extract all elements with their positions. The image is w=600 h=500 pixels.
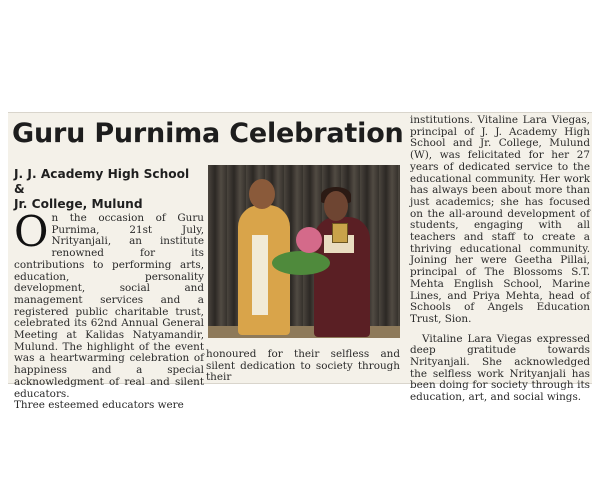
intro-text: n the occasion of Guru Purnima, 21st July, Nrityanjali, an institute renowned for its contributions to performing arts, education, personality development, social and management services and a registered public charitable trust, celebrated its 62nd Annual General Meeting at Kalidas Natyamandir, Mulund. The highlight of the event was a heartwarming celebration of happiness and a special acknowledgment of real and silent educators. <box>14 212 204 400</box>
man-stole <box>252 235 268 315</box>
award-plaque <box>332 223 348 243</box>
paragraph-institutions: institutions. Vitaline Lara Viegas, principal of J. J. Academy High School and Jr. College, Mulund (W), was felicitated for her 27 years of dedicated service to the educational community. Her work has always been about more than just academics; she has focused on the all-around development of students, engaging with all teachers and staff to create a thriving educational community. Joining her were Geetha Pillai, principal of The Blossoms S.T. Mehta English School, Marine Lines, and Priya Mehta, head of Schools of Angels Education Trust, Sion. <box>410 114 590 325</box>
paragraph-educators: Three esteemed educators were <box>14 399 184 412</box>
headline: Guru Purnima Celebration <box>12 118 404 149</box>
man-head <box>249 179 275 209</box>
stage-floor <box>208 326 400 338</box>
paragraph-intro <box>14 207 204 400</box>
drop-cap: O <box>14 207 49 256</box>
bouquet <box>272 251 330 275</box>
event-photo <box>208 165 400 338</box>
paragraph-gratitude: Vitaline Lara Viegas expressed deep gratitude towards Nrityanjali. She acknowledged the selfless work Nrityanjali has been doing for society through its education, art, and social wings. <box>410 332 590 404</box>
subhead-line-2: Jr. College, Mulund <box>14 197 143 211</box>
column-3 <box>410 115 590 404</box>
column-2 <box>206 349 400 384</box>
news-clipping <box>8 112 592 412</box>
woman-head <box>324 191 348 221</box>
column-1 <box>14 207 204 412</box>
paragraph-honoured: honoured for their selfless and silent dedication to society through their <box>206 348 400 384</box>
subhead-line-1: J. J. Academy High School & <box>14 167 190 196</box>
flowers <box>296 227 322 253</box>
subhead <box>14 167 204 212</box>
